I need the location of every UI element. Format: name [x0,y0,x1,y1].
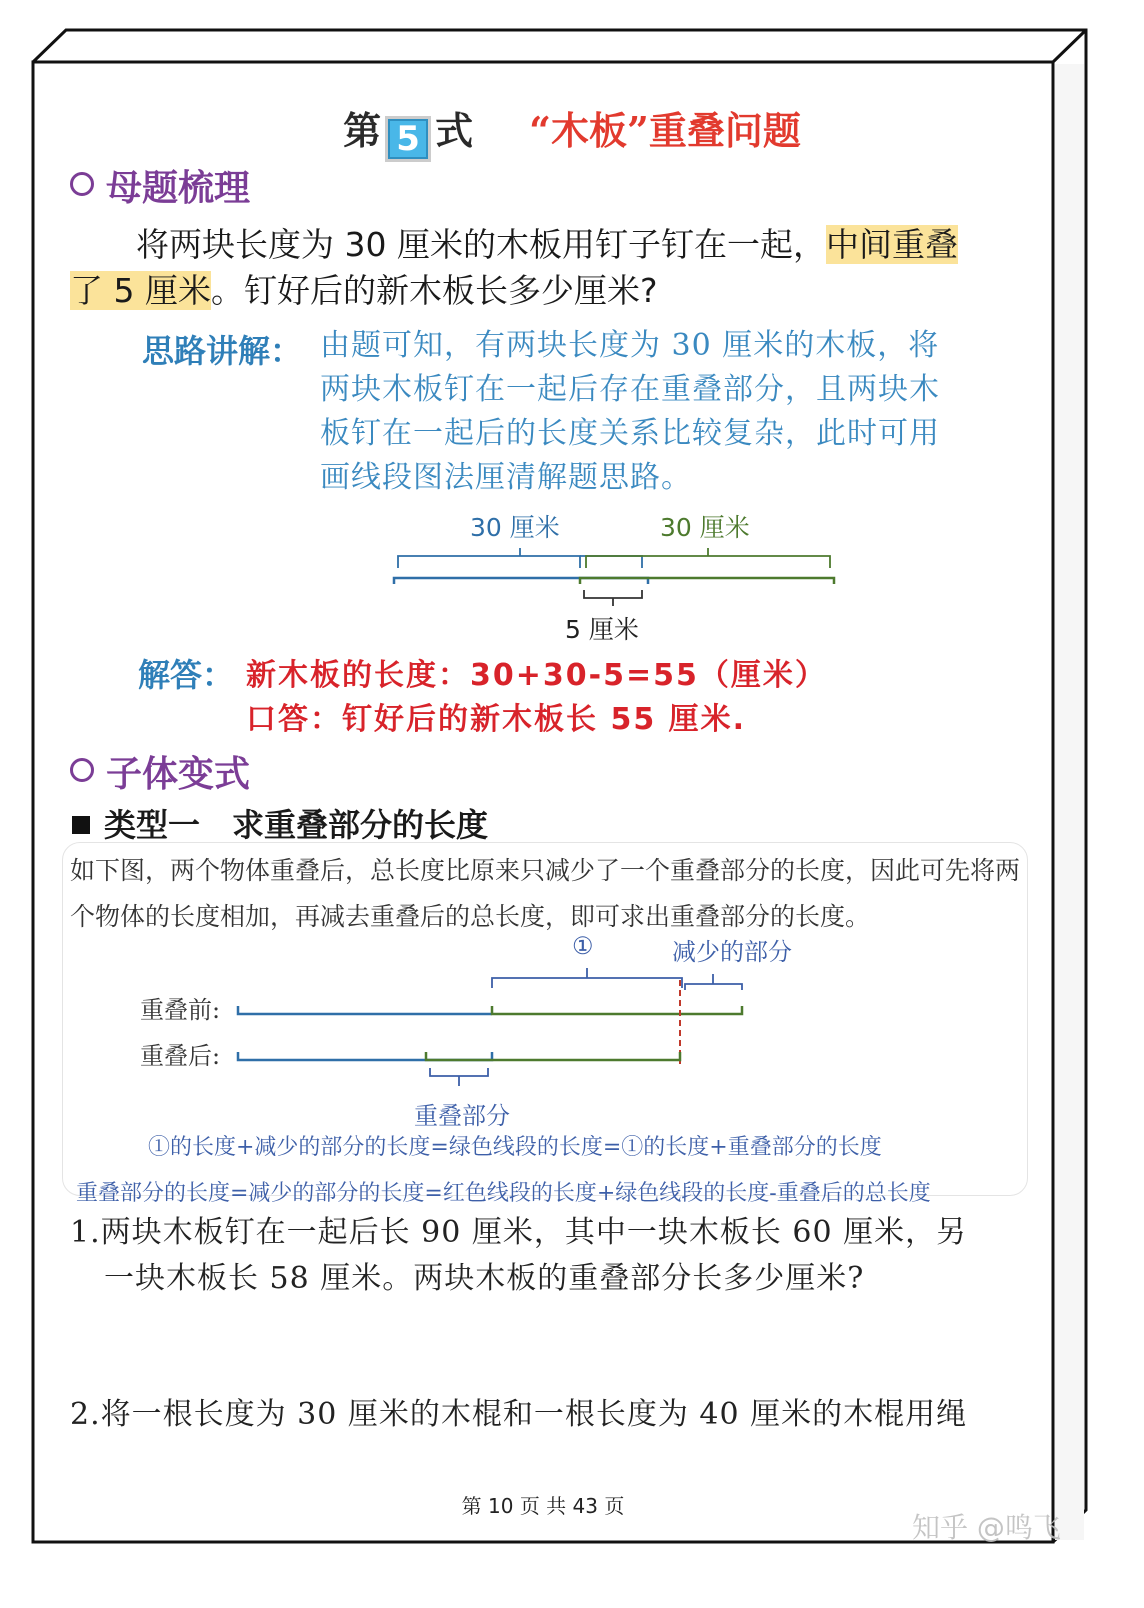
segment-label-overlap: 5 厘米 [565,615,639,644]
analysis-line: 由题可知，有两块长度为 30 厘米的木板，将 [320,328,940,363]
segment-label-green: 30 厘米 [660,513,750,542]
problem-text-a: 将两块长度为 30 厘米的木板用钉子钉在一起， [136,225,826,264]
problem-highlight-b: 了 5 厘米 [70,271,211,310]
analysis-text [320,324,1030,500]
analysis-line: 画线段图法厘清解题思路。 [320,460,692,495]
type-heading [72,800,488,846]
type-heading-text: 类型一 求重叠部分的长度 [104,806,489,844]
title-prefix: 第 [343,108,382,153]
overlap-part-brace [430,1068,488,1076]
section-heading-mother-problem [70,160,250,211]
question-2 [70,1392,1030,1438]
section-heading-text: 子体变式 [106,753,251,795]
marker-label: ① [572,932,594,960]
question-number: 2. [70,1397,101,1432]
segment-label-blue: 30 厘米 [470,513,560,542]
question-line: 两块木板钉在一起后长 90 厘米，其中一块木板长 60 厘米，另 [100,1215,968,1250]
after-green-segment [426,1052,680,1060]
note-text: 如下图，两个物体重叠后，总长度比原来只减少了一个重叠部分的长度，因此可先将两个物体的长度相加，再减去重叠后的总长度，即可求出重叠部分的长度。 [70,856,1021,931]
title-suffix: 式 [435,108,474,153]
blue-brace [398,556,580,568]
square-bullet-icon [72,816,90,834]
circle-bullet-icon [70,172,94,196]
analysis-line: 两块木板钉在一起后存在重叠部分，且两块木 [320,372,940,407]
title-topic: “木板”重叠问题 [529,108,801,153]
line-segment-diagram [380,540,850,610]
analysis-line: 板钉在一起后的长度关系比较复杂，此时可用 [320,416,940,451]
page-footer: 第 10 页 共 43 页 [461,1494,625,1518]
section-heading-variants [70,746,250,797]
problem-text-b: 。钉好后的新木板长多少厘米? [210,271,658,310]
problem-highlight-a: 中间重叠 [825,225,958,264]
question-number: 1. [70,1215,101,1250]
marker-brace [492,978,682,988]
overlap-part-label: 重叠部分 [414,1102,510,1130]
overlap-brace [584,590,642,598]
overlap-compare-diagram [230,960,760,1090]
answer-line-2: 口答：钉好后的新木板长 55 厘米. [246,702,747,737]
reduced-label: 减少的部分 [672,938,792,966]
formula-1: ①的长度+减少的部分的长度=绿色线段的长度=①的长度+重叠部分的长度 [148,1135,882,1160]
before-blue-segment [238,1006,492,1014]
section-heading-text: 母题梳理 [106,167,251,209]
analysis-label: 思路讲解： [142,332,303,370]
green-brace [586,556,830,568]
question-line: 一块木板长 58 厘米。两块木板的重叠部分长多少厘米? [104,1261,865,1296]
answer-line-1: 新木板的长度：30+30-5=55（厘米） [246,658,827,693]
lesson-number-badge: 5 [385,116,431,162]
question-line: 将一根长度为 30 厘米的木棍和一根长度为 40 厘米的木棍用绳 [100,1397,968,1432]
problem-statement [70,222,1030,314]
after-label: 重叠后: [140,1042,221,1070]
question-1 [70,1210,1030,1302]
page-title [0,100,1144,162]
reduced-brace [685,984,742,990]
blue-brace-right [580,556,642,568]
watermark: 知乎 @鸣飞 [912,1511,1061,1544]
answer-label: 解答： [138,656,235,694]
before-label: 重叠前: [140,996,221,1024]
before-green-segment [492,1006,742,1014]
formula-2: 重叠部分的长度=减少的部分的长度=红色线段的长度+绿色线段的长度-重叠后的总长度 [76,1181,931,1206]
circle-bullet-icon [70,758,94,782]
green-segment-line [580,578,834,584]
